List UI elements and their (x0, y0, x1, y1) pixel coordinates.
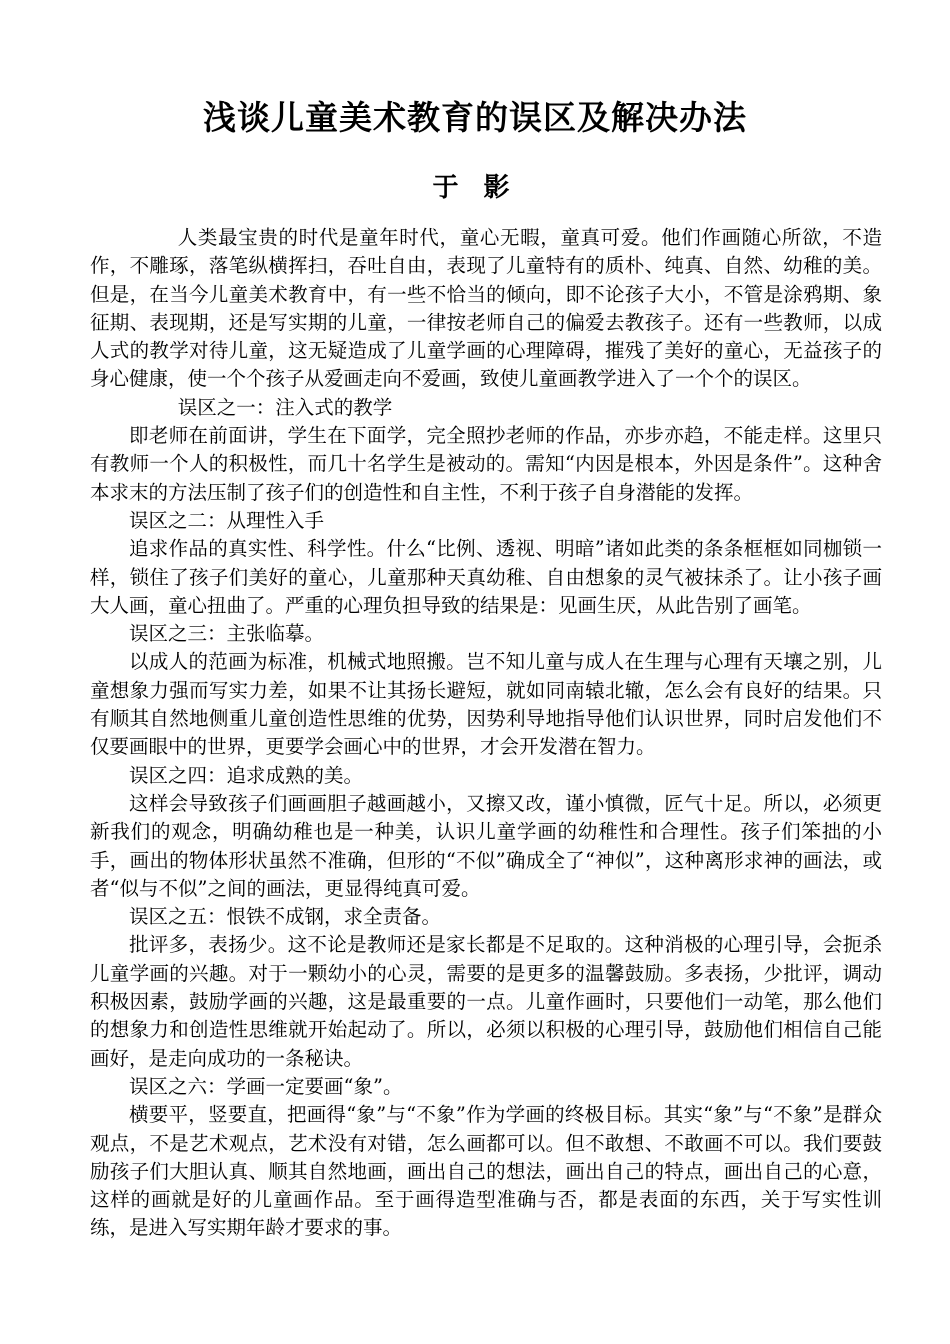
section-paragraph: 以成人的范画为标准，机械式地照搬。岂不知儿童与成人在生理与心理有天壤之别，儿童想象力强而写实力差，如果不让其扬长避短，就如同南辕北辙，怎么会有良好的结果。只有顺其自然地侧重儿童创造性思维的优势，因势利导地指导他们认识世界，同时启发他们不仅要画眼中的世界，更要学会画心中的世界，才会开发潜在智力。 (90, 650, 882, 759)
article-title: 浅谈儿童美术教育的误区及解决办法 (203, 98, 747, 137)
section-paragraph: 横要平，竖要直，把画得“象”与“不象”作为学画的终极目标。其实“象”与“不象”是群众观点，不是艺术观点，艺术没有对错，怎么画都可以。但不敢想、不敢画不可以。我们要鼓励孩子们大胆认真、顺其自然地画，画出自己的想法，画出自己的特点，画出自己的心意，这样的画就是好的儿童画作品。至于画得造型准确与否，都是表面的东西，关于写实性训练，是进入写实期年龄才要求的事。 (90, 1103, 882, 1240)
section-paragraph: 这样会导致孩子们画画胆子越画越小，又擦又改，谨小慎微，匠气十足。所以，必须更新我们的观念，明确幼稚也是一种美，认识儿童学画的幼稚性和合理性。孩子们笨拙的小手，画出的物体形状虽然不准确，但形的“不似”确成全了“神似”，这种离形求神的画法，或者“似与不似”之间的画法，更显得纯真可爱。 (90, 791, 882, 900)
section-heading: 误区之三：主张临摹。 (129, 622, 325, 646)
section-paragraph: 批评多，表扬少。这不论是教师还是家长都是不足取的。这种消极的心理引导，会扼杀儿童学画的兴趣。对于一颗幼小的心灵，需要的是更多的温馨鼓励。多表扬，少批评，调动积极因素，鼓励学画的兴趣，这是最重要的一点。儿童作画时，只要他们一动笔，那么他们的想象力和创造性思维就开始起动了。所以，必须以积极的心理引导，鼓励他们相信自己能画好，是走向成功的一条秘诀。 (90, 933, 882, 1070)
section-heading: 误区之四：追求成熟的美。 (129, 763, 364, 787)
article-body (90, 224, 882, 1243)
section-heading: 误区之二：从理性入手 (129, 508, 325, 532)
section-heading: 误区之一：注入式的教学 (177, 395, 393, 419)
section-heading: 误区之五：恨铁不成钢，求全责备。 (129, 905, 442, 929)
section-heading: 误区之六：学画一定要画“象”。 (129, 1074, 403, 1098)
article-author: 于 影 (432, 173, 518, 203)
section-paragraph: 即老师在前面讲，学生在下面学，完全照抄老师的作品，亦步亦趋，不能走样。这里只有教师一个人的积极性，而几十名学生是被动的。需知“内因是根本，外因是条件”。这种舍本求末的方法压制了孩子们的创造性和自主性，不利于孩子自身潜能的发挥。 (90, 424, 882, 504)
intro-paragraph: 人类最宝贵的时代是童年时代，童心无暇，童真可爱。他们作画随心所欲，不造作，不雕琢，落笔纵横挥扫，吞吐自由，表现了儿童特有的质朴、纯真、自然、幼稚的美。但是，在当今儿童美术教育中，有一些不恰当的倾向，即不论孩子大小，不管是涂鸦期、象征期、表现期，还是写实期的儿童，一律按老师自己的偏爱去教孩子。还有一些教师，以成人式的教学对待儿童，这无疑造成了儿童学画的心理障碍，摧残了美好的童心，无益孩子的身心健康，使一个个孩子从爱画走向不爱画，致使儿童画教学进入了一个个的误区。 (90, 226, 882, 391)
section-paragraph: 追求作品的真实性、科学性。什么“比例、透视、明暗”诸如此类的条条框框如同枷锁一样，锁住了孩子们美好的童心，儿童那种天真幼稚、自由想象的灵气被抹杀了。让小孩子画大人画，童心扭曲了。严重的心理负担导致的结果是：见画生厌，从此告别了画笔。 (90, 537, 882, 617)
